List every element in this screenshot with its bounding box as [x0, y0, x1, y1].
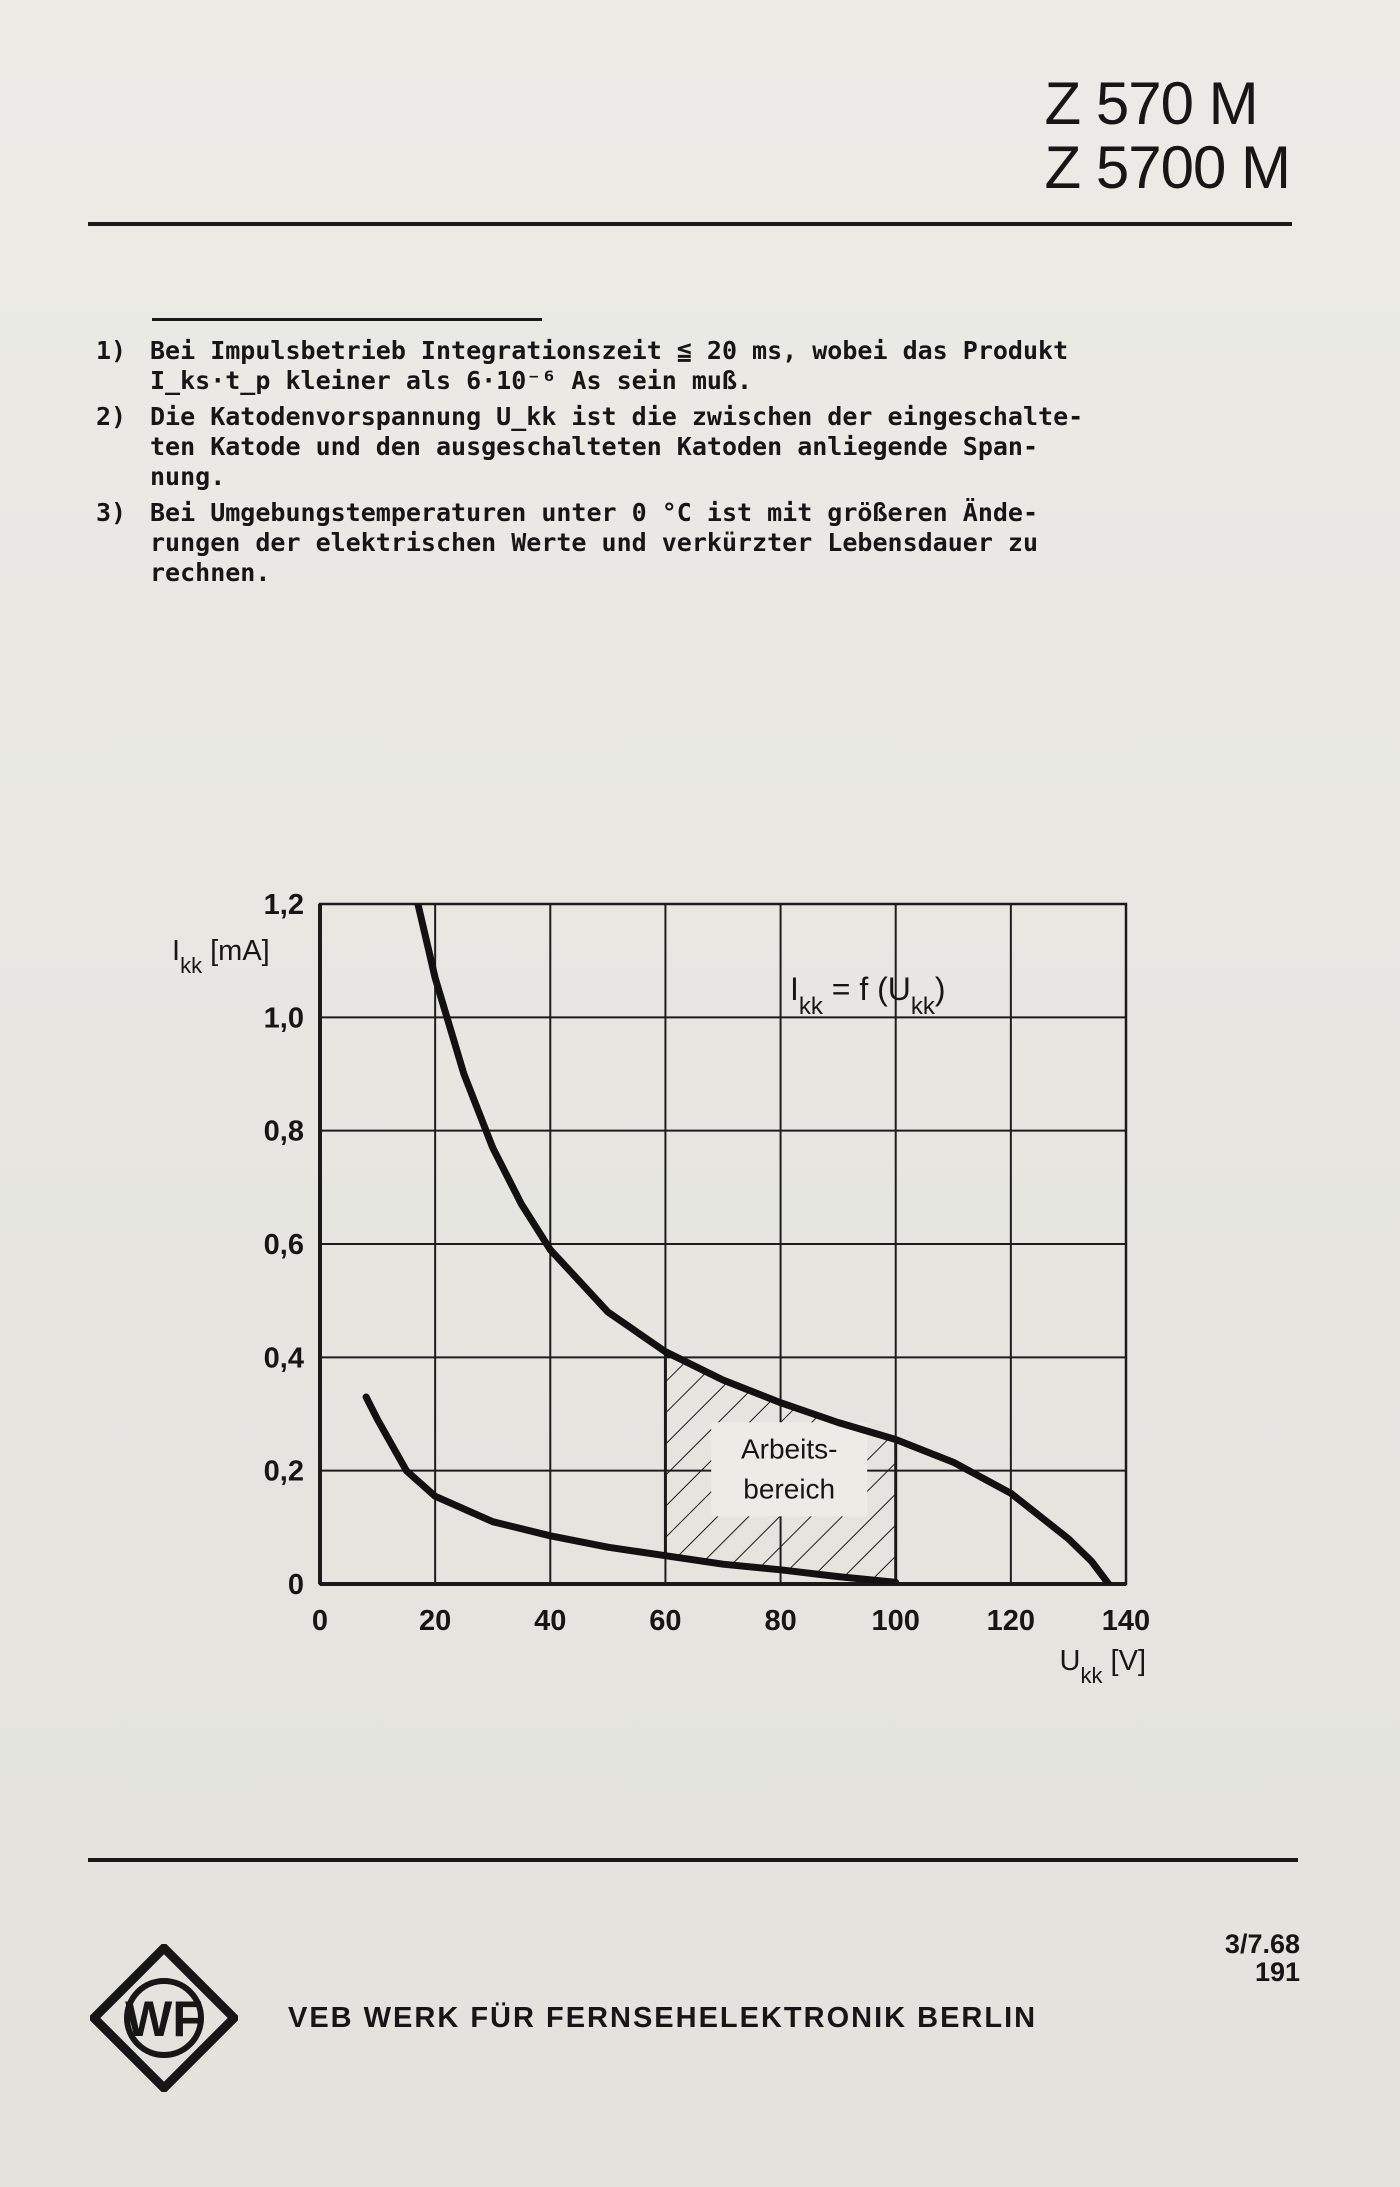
x-tick-label: 80: [764, 1605, 797, 1637]
footnote-line: Bei Impulsbetrieb Integrationszeit ≦ 20 ms, wobei das Produkt: [150, 336, 1069, 365]
footnote-line: rungen der elektrischen Werte und verkürzter Lebensdauer zu: [150, 528, 1039, 557]
x-tick-label: 40: [534, 1605, 567, 1637]
footnote-number: 1): [96, 336, 127, 365]
x-tick-label: 0: [311, 1605, 329, 1637]
top-rule: [88, 222, 1292, 226]
y-tick-label: 0,8: [263, 1115, 304, 1148]
x-tick-label: 120: [986, 1605, 1036, 1637]
x-tick-label: 140: [1101, 1605, 1151, 1637]
footnote-number: 3): [96, 498, 127, 527]
current-voltage-chart: [140, 880, 1160, 1740]
footnote-3: [96, 498, 1306, 588]
footnote-2: [96, 402, 1306, 492]
footnote-line: rechnen.: [150, 558, 271, 587]
footnote-line: Die Katodenvorspannung U_kk ist die zwischen der eingeschalte-: [150, 402, 1084, 431]
y-tick-label: 1,2: [263, 889, 304, 921]
chart-title: $I_{kk} = f$ $(U_{kk})$: [790, 971, 946, 1020]
working-region-label: Arbeits-: [740, 1433, 838, 1465]
footnote-line: nung.: [150, 462, 226, 491]
x-tick-label: 60: [649, 1605, 682, 1637]
footnote-rule: [152, 318, 542, 321]
footnote-line: I_ks·t_p kleiner als 6·10⁻⁶ As sein muß.: [150, 366, 753, 395]
footnote-line: ten Katode und den ausgeschalteten Katoden anliegende Span-: [150, 432, 1039, 461]
y-tick-label: 0,6: [263, 1229, 304, 1261]
y-tick-label: 1,0: [263, 1002, 304, 1035]
wf-logo-icon: [90, 1944, 238, 2092]
model-line-2: Z 5700 M: [1044, 134, 1290, 201]
bottom-rule: [88, 1858, 1298, 1862]
footnotes: [96, 336, 1306, 594]
manufacturer-name: VEB WERK FÜR FERNSEHELEKTRONIK BERLIN: [288, 2002, 1038, 2034]
x-axis-label: $U_{kk}$ [V]: [1059, 1645, 1146, 1688]
x-tick-label: 20: [419, 1605, 452, 1637]
model-title: [1045, 72, 1290, 200]
footnote-number: 2): [96, 402, 127, 431]
y-axis-label: $I_{kk}$ [mA]: [172, 935, 270, 978]
y-tick-label: 0,4: [263, 1342, 304, 1375]
page-number: 191: [1254, 1957, 1300, 1987]
footnote-line: Bei Umgebungstemperaturen unter 0 °C ist mit größeren Ände-: [150, 498, 1039, 527]
working-region-label: bereich: [743, 1473, 836, 1505]
x-tick-label: 100: [871, 1605, 920, 1637]
document-reference: [1225, 1930, 1300, 1986]
y-tick-label: 0: [287, 1569, 304, 1601]
model-line-1: Z 570 M: [1044, 70, 1258, 137]
footnote-1: [96, 336, 1306, 396]
reference-date: 3/7.68: [1224, 1929, 1300, 1959]
y-tick-label: 0,2: [263, 1455, 304, 1488]
logo-lettering: WF: [125, 1991, 203, 2047]
